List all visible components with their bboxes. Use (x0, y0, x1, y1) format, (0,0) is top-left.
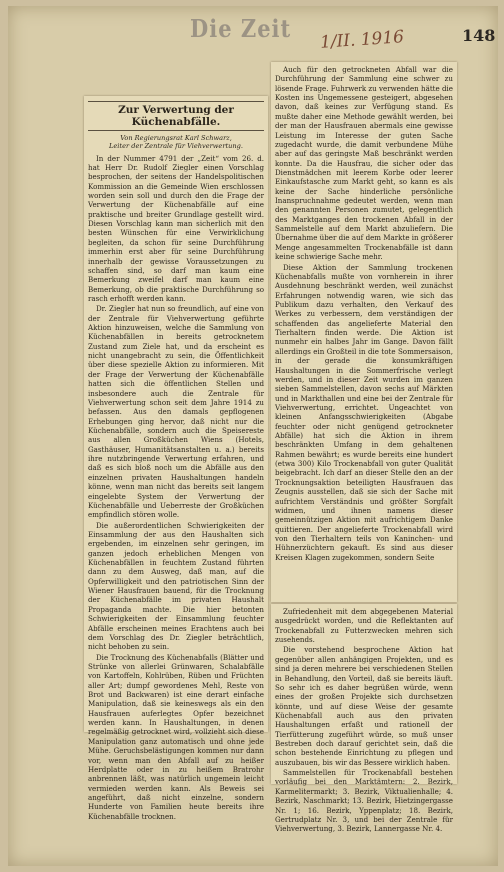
paragraph: In der Nummer 4791 der „Zeit“ vom 26. d. hat Herr Dr. Rudolf Ziegler einen Vorschlag besprochen, der seitens der Handelspolitischen Kommission an die Gemeinde Wien erschlossen worden sein soll und durch den die Frage der Verwertung der Küchenabfälle auf eine praktische und breiter Grundlage gestellt wird. Diesen Vorschlag kann man sicherlich mit den besten Wünschen für eine Verwirklichung begleiten, da schon für seine Durchführung immerhin erst aber für seine Durchführung innerhalb der gewisse Voraussetzungen zu schaffen sind, so darf man kaum eine Bemerkung zweifel darf man kaum eine Bemerkung, ob die praktische Durchführung so rasch erhofft werden kann. (88, 153, 264, 303)
page-number: 148 (462, 26, 496, 45)
handwritten-date: 1/II. 1916 (319, 27, 405, 53)
article-column-right-top (271, 62, 457, 602)
article-column-right-bottom (271, 604, 457, 834)
paragraph: Dr. Ziegler hat nun so freundlich, auf eine von der Zentrale für Viehverwertung geführte Aktion hinzuweisen, welche die Sammlung von Küchenabfällen in bereits getrocknetem Zustand zum Ziele hat, und da erscheint es nicht unangebracht zu sein, die Öffentlichkeit über diese spezielle Aktion zu informieren. Mit der Frage der Verwertung der Küchenabfälle hatten sich die öffentlichen Stellen und insbesondere auch die Zentrale für Viehverwertung schon seit dem Jahre 1914 zu befassen. Aus den damals gepflogenen Erhebungen ging hervor, daß nicht nur die Küchenabfälle, sondern auch die Speisereste aus allen Großküchen Wiens (Hotels, Gasthäuser, Humanitätsanstalten u. a.) bereits ihre nutzbringende Verwertung erfahren, und daß es sich bloß noch um die Abfälle aus den einzelnen privaten Haushaltungen handeln könne, wenn man nicht das bereits seit langem eingelebte System der Verwertung der Küchenabfälle und Ueberreste der Großküchen empfindlich stören wolle. (88, 304, 264, 520)
paragraph: Auch für den getrockneten Abfall war die Durchführung der Sammlung eine schwer zu lösende Frage. Fuhrwerk zu verwenden hätte die Kosten ins Ungemessene gesteigert, abgesehen davon, daß keines zur Verfügung stand. Es mußte daher eine Methode gewählt werden, bei der man der Hausfrauen abermals eine gewisse Leistung im Interesse der guten Sache zugedacht wurde, die damit verbundene Mühe aber auf das geringste Maß beschränkt werden konnte. Da die Hausfrau, die sicher oder das Dienstmädchen mit leerem Korbe oder leerer Einkaufstasche zum Markt geht, so kann es als keine der Sache hinderliche persönliche Inanspruchnahme gedeutet werden, wenn man den genannten Personen zumutet, gelegentlich des Marktganges den trockenen Abfall in der Sammelstelle auf dem Markt abzuliefern. Die Übernahme über die auf dem Markte in größerer Menge angesammelten Trockenabfälle ist dann keine schwierige Sache mehr. (275, 65, 453, 262)
article-byline: Von Regierungsrat Karl Schwarz, (120, 134, 232, 143)
paragraph: Diese Aktion der Sammlung trockenen Küchenabfalls mußte von vornherein in ihrer Ausdehnung beschränkt werden, weil zunächst Erfahrungen notwendig waren, wie sich das Publikum dazu verhalten, den Verkauf des Werkes zu verbessern, dem verständigen der schaffenden das angelieferte Material den Tierhaltern finden werde. Die Aktion ist nunmehr ein halbes Jahr im Gange. Davon fällt allerdings ein Großteil in die tote Sommersaison, in der gerade die konsumkräftigen Haushaltungen in die Sommerfrische verlegt werden, und in dieser Zeit wurden im ganzen sieben Sammelstellen, davon sechs auf Märkten und in Markthallen und eine bei der Zentrale für Viehverwertung, errichtet. Ungeachtet von kleinen Anfangsschwierigkeiten (Abgabe feuchter oder nicht genügend getrockneter Abfälle) hat sich die Aktion in ihrem beschränkten Umfang in dem gehaltenen Rahmen bewährt; es wurde bereits eine hundert (etwa 300) Kilo Trockenabfall von guter Qualität beigebracht. Ich darf an dieser Stelle den an der Trocknungsaktion beteiligten Hausfrauen das Zeugnis ausstellen, daß sie sich der Sache mit aufrichtem Verständnis und größter Sorgfalt widmen, und ihnen namens dieser gemeinnützigen Aktion mit aufrichtigem Danke quittieren. Der angelieferte Trockenabfall wird von den Tierhaltern teils von Kaninchen- und Hühnerzüchtern gekauft. Es sind aus dieser Kreisen Klagen zugekommen, sondern Seite (275, 262, 453, 562)
paragraph: Die vorstehend besprochene Aktion hat gegenüber allen anhängigen Projekten, und es sind ja deren mehrere bei verschiedenen Stellen in Behandlung, den Vorteil, daß sie bereits läuft. So sehr ich es daher begrüßen würde, wenn eines der großen Projekte sich durchsetzen könnte, und auf diese Weise der gesamte Küchenabfall auch aus den privaten Haushaltungen erfaßt und rationell der Tierfütterung zugeführt würde, so muß unser Bestreben doch darauf gerichtet sein, daß die schon bestehende Einrichtung zu pflegen und auszubauen, bis wir das Bessere wirklich haben. (275, 645, 453, 767)
article-title: Zur Verwertung der Küchenabfälle. (88, 101, 264, 131)
paragraph: Zufriedenheit mit dem abgegebenen Material ausgedrückt worden, und die Reflektanten auf Trockenabfall zu Futterzwecken mehren sich zusehends. (275, 607, 453, 645)
newspaper-title: Die Zeit (190, 14, 292, 43)
article-column-left (84, 96, 268, 821)
paragraph: Sammelstellen für Trockenabfall bestehen vorläufig bei den Marktämtern: 2. Bezirk, Karmelitermarkt; 3. Bezirk, Viktualienhalle; 4. Bezirk, Naschmarkt; 13. Bezirk, Hietzingergasse Nr. 1; 16. Bezirk, Yppenplatz; 18. Bezirk, Gertrudplatz Nr. 3, und bei der Zentrale für Viehverwertung, 3. Bezirk, Lannergasse Nr. 4. (275, 768, 453, 834)
paragraph: Die außerordentlichen Schwierigkeiten der Einsammlung der aus den Haushalten sich ergebenden, im einzelnen sehr geringen, im ganzen jedoch erheblichen Mengen von Küchenabfällen in feuchtem Zustand führten dann zu dem Ausweg, daß man, auf die Opferwilligkeit und den patriotischen Sinn der Wiener Hausfrauen bauend, für die Trocknung der Küchenabfälle im privaten Haushalt Propaganda machte. Die hier betonten Schwierigkeiten der Einsammlung feuchter Abfälle erscheinen meines Erachtens auch bei dem Vorschlag des Dr. Ziegler beträchtlich, nicht behoben zu sein. (88, 520, 264, 652)
article-byline-role: Leiter der Zentrale für Viehverwertung. (109, 142, 243, 151)
paragraph: Die Trocknung des Küchenabfalls (Blätter und Strünke von allerlei Grünwaren, Schalabfälle von Kartoffeln, Kohlrüben, Rüben und Früchten aller Art; dumpf gewordenes Mehl, Reste von Brot und Backwaren) ist eine derart einfache Manipulation, daß sie keineswegs als ein den Hausfrauen auferlegtes Opfer bezeichnet werden kann. In Haushaltungen, in denen regelmäßig getrocknet wird, vollzieht sich diese Manipulation ganz automatisch und ohne jede Mühe. Geruchsbelästigungen kommen nur dann vor, wenn man den Abfall auf zu heißer Herdplatte oder in zu heißem Bratrohr anbrennen läßt, was natürlich ungemein leicht vermieden werden kann. Als Beweis sei angeführt, daß nicht einzelne, sondern Hunderte von Familien heute bereits ihre Küchenabfälle trocknen. (88, 652, 264, 821)
